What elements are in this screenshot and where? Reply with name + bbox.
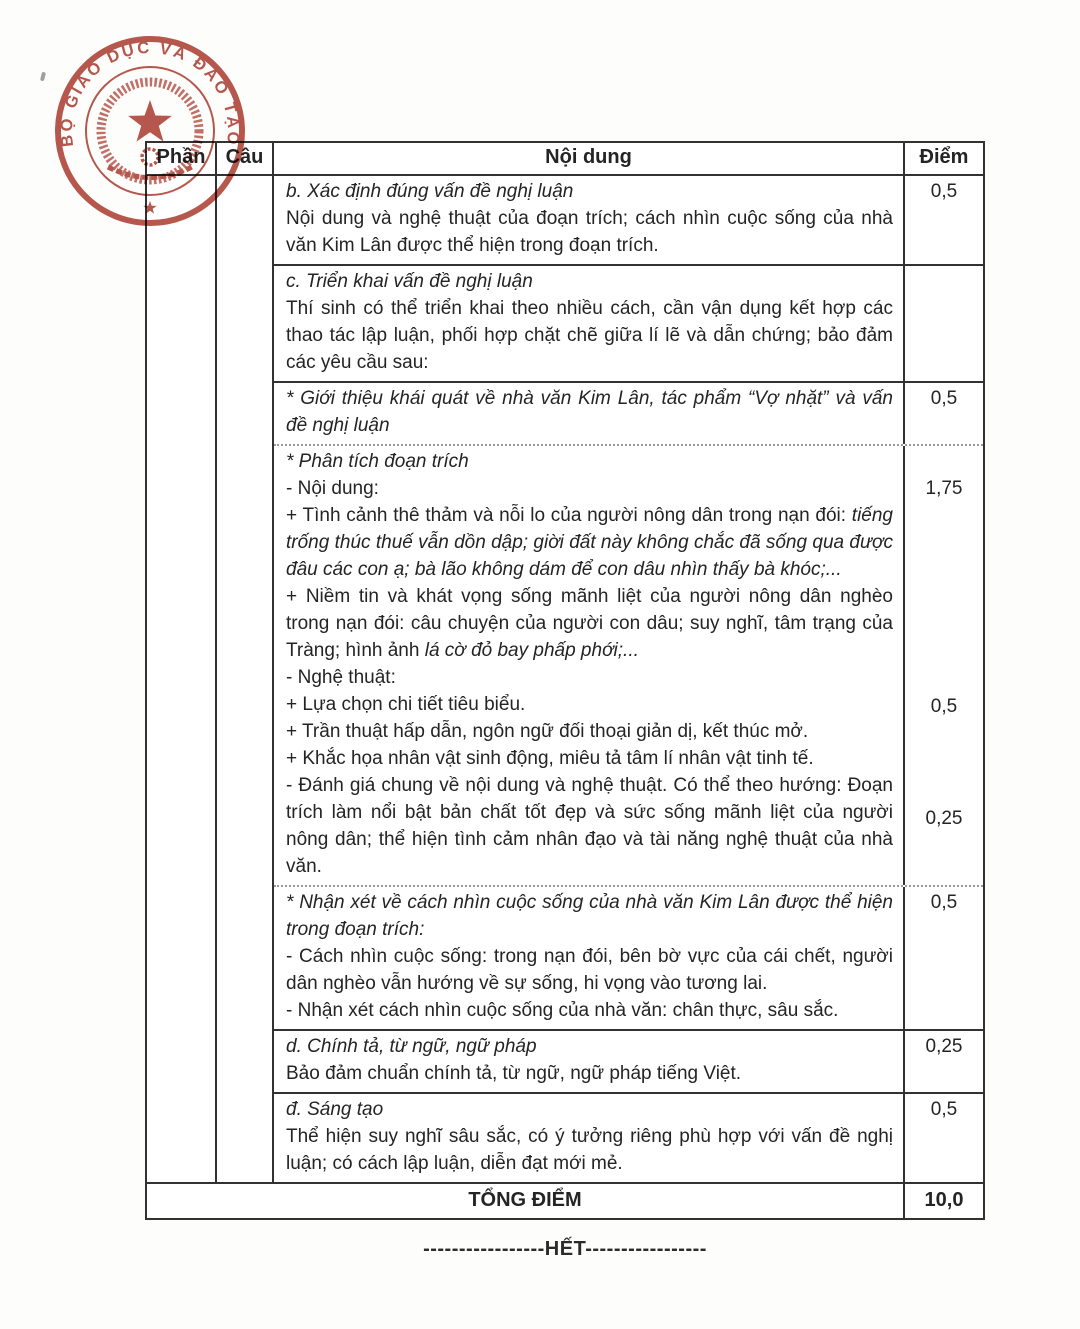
seal-text: BỘ GIÁO DỤC VÀ ĐÀO TẠO: [57, 38, 243, 148]
danh-gia-chung: - Đánh giá chung về nội dung và nghệ thuật. Có thể theo hướng: Đoạn trích làm nổi bật bản chất tốt đẹp và sức sống mãnh liệt của người nông dân; thể hiện tình cảm nhân đạo và tài năng nghệ thuật của nhà văn.: [286, 775, 893, 877]
nhan-xet-point-2: - Nhận xét cách nhìn cuộc sống của nhà văn: chân thực, sâu sắc.: [286, 1000, 839, 1021]
row-phan-tich-scores: [905, 446, 983, 885]
header-diem: Điểm: [919, 146, 969, 168]
content-rows: [274, 176, 983, 1182]
row-c-score: [905, 266, 983, 381]
row-d: [274, 1029, 983, 1092]
row-d-body: Bảo đảm chuẩn chính tả, từ ngữ, ngữ pháp tiếng Việt.: [286, 1063, 742, 1084]
row-gioi-thieu-score: 0,5: [930, 388, 958, 409]
point-2-plain: + Niềm tin và khát vọng sống mãnh liệt của người nông dân nghèo trong nạn đói: câu chuyện của người con dâu; suy nghĩ, tâm trạng của Tràng; hình ảnh: [286, 586, 893, 661]
noi-dung-point-1: [286, 502, 893, 583]
header-phan: Phần: [147, 143, 217, 174]
row-b-content: [274, 176, 905, 264]
phan-tich-title: * Phân tích đoạn trích: [286, 451, 469, 472]
row-gioi-thieu-content: [274, 383, 905, 444]
score-nghe-thuat: 0,5: [930, 696, 958, 717]
row-phan-tich-content: [274, 446, 905, 885]
row-nhan-xet: [274, 885, 983, 1029]
total-score: 10,0: [924, 1189, 964, 1211]
row-dd-body: Thể hiện suy nghĩ sâu sắc, có ý tưởng riêng phù hợp với vấn đề nghị luận; có cách lập luận, diễn đạt mới mẻ.: [286, 1126, 893, 1174]
scan-artifact: [40, 72, 46, 82]
noi-dung-label: - Nội dung:: [286, 478, 379, 499]
total-row: [147, 1182, 983, 1218]
score-noi-dung: 1,75: [925, 478, 963, 499]
table-body: [147, 176, 983, 1182]
row-b-heading: b. Xác định đúng vấn đề nghị luận: [286, 181, 574, 202]
seal-center-star: [128, 100, 172, 142]
nhan-xet-point-1: - Cách nhìn cuộc sống: trong nạn đói, bên bờ vực của cái chết, người dân nghèo vẫn hướng về sự sống, hi vọng vào tương lai.: [286, 946, 893, 994]
nghe-thuat-point-2: + Trần thuật hấp dẫn, ngôn ngữ đối thoại giản dị, kết thúc mở.: [286, 721, 809, 742]
row-d-content: [274, 1031, 905, 1092]
header-cau: Câu: [217, 143, 274, 174]
header-noidung: Nội dung: [274, 143, 905, 174]
row-dd-score: 0,5: [930, 1099, 958, 1120]
point-1-plain: + Tình cảnh thê thảm và nỗi lo của người nông dân trong nạn đói:: [286, 505, 852, 526]
row-dd-heading: đ. Sáng tạo: [286, 1099, 384, 1120]
row-c-heading: c. Triển khai vấn đề nghị luận: [286, 271, 533, 292]
column-cau-empty: [217, 176, 274, 1182]
row-gioi-thieu-text: * Giới thiệu khái quát về nhà văn Kim Lân, tác phẩm “Vợ nhặt” và vấn đề nghị luận: [286, 388, 893, 436]
row-b-body: Nội dung và nghệ thuật của đoạn trích; cách nhìn cuộc sống của nhà văn Kim Lân được thể hiện trong đoạn trích.: [286, 208, 893, 256]
nghe-thuat-point-1: + Lựa chọn chi tiết tiêu biểu.: [286, 694, 526, 715]
row-d-score: 0,25: [925, 1036, 963, 1057]
nhan-xet-title: * Nhận xét về cách nhìn cuộc sống của nhà văn Kim Lân được thể hiện trong đoạn trích:: [286, 892, 893, 940]
row-b-score: 0,5: [930, 181, 958, 202]
row-dd-content: [274, 1094, 905, 1182]
row-dd: [274, 1092, 983, 1182]
row-nhan-xet-score: 0,5: [930, 892, 958, 913]
row-b: [274, 176, 983, 264]
row-c: [274, 264, 983, 381]
total-label: TỔNG ĐIỂM: [147, 1184, 905, 1218]
row-d-heading: d. Chính tả, từ ngữ, ngữ pháp: [286, 1036, 537, 1057]
end-marker: -----------------HẾT-----------------: [423, 1238, 707, 1260]
column-phan-empty: [147, 176, 217, 1182]
row-gioi-thieu: [274, 381, 983, 444]
row-c-content: [274, 266, 905, 381]
nghe-thuat-label: - Nghệ thuật:: [286, 667, 396, 688]
row-phan-tich: [274, 444, 983, 885]
point-1-quote: tiếng trống thúc thuế vẫn dồn dập; giời đất này không chắc đã sống qua được đâu các con ạ; bà lão không dám để con dâu nhìn thấy bà khóc;...: [286, 505, 893, 580]
nghe-thuat-point-3: + Khắc họa nhân vật sinh động, miêu tả tâm lí nhân vật tinh tế.: [286, 748, 814, 769]
point-2-quote: lá cờ đỏ bay phấp phới;...: [424, 640, 639, 661]
noi-dung-point-2: [286, 583, 893, 664]
grading-table: [145, 141, 985, 1220]
row-nhan-xet-content: [274, 887, 905, 1029]
row-c-body: Thí sinh có thể triển khai theo nhiều cách, cần vận dụng kết hợp các thao tác lập luận, phối hợp chặt chẽ giữa lí lẽ và dẫn chứng; bảo đảm các yêu cầu sau:: [286, 298, 893, 373]
table-header-row: [147, 143, 983, 176]
score-danh-gia: 0,25: [925, 808, 963, 829]
